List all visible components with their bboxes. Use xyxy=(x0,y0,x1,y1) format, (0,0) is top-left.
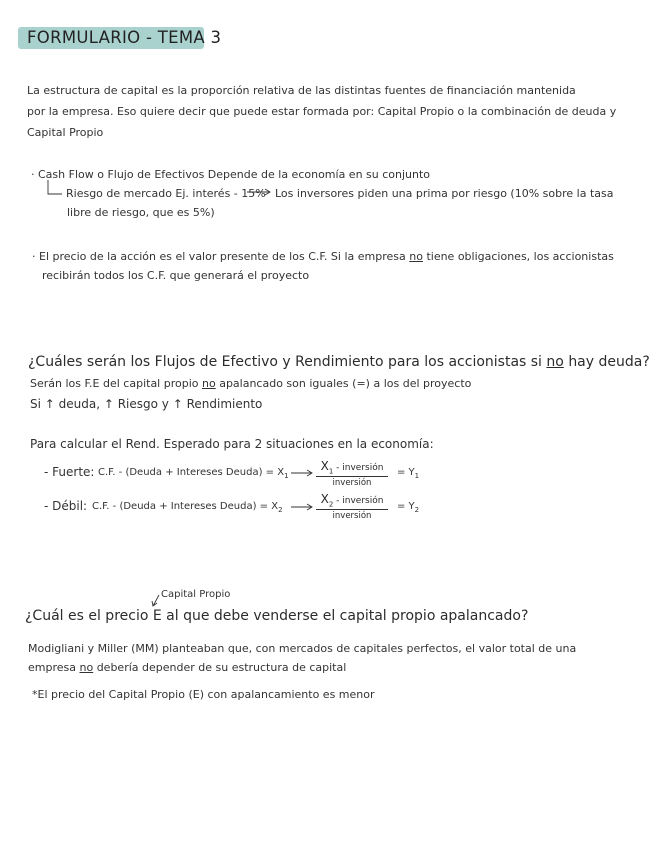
page-title: FORMULARIO - TEMA 3 xyxy=(27,28,222,47)
debil-result: = $Y_2$ xyxy=(397,501,420,514)
equity-note: *El precio del Capital Propio (E) con apalancamiento es menor xyxy=(32,688,375,701)
branch-arrow xyxy=(48,180,62,194)
fuerte-result: = $Y_1$ xyxy=(397,467,420,480)
risk-line: Riesgo de mercado Ej. interés - 15% xyxy=(66,187,266,200)
question-equity-price: ¿Cuál es el precio E al que debe venderse el capital propio apalancado? xyxy=(25,608,529,624)
debt-risk-line: Si ↑ deuda, ↑ Riesgo y ↑ Rendimiento xyxy=(30,397,263,411)
mm-line-1: Modigliani y Miller (MM) planteaban que, con mercados de capitales perfectos, el valor total de una xyxy=(28,642,577,655)
capital-propio-annotation: Capital Propio xyxy=(161,589,231,600)
debil-fraction: $X_2$ - inversión inversión xyxy=(316,492,388,521)
question-cashflow: ¿Cuáles serán los Flujos de Efectivo y Rendimiento para los accionistas si no hay deuda? xyxy=(28,354,650,370)
fuerte-formula: C.F. - (Deuda + Intereses Deuda) = $X_1$ xyxy=(98,467,289,480)
intro-line-3: Capital Propio xyxy=(27,126,104,139)
mm-line-2: empresa no debería depender de su estructura de capital xyxy=(28,661,347,674)
debil-arrow xyxy=(291,504,312,510)
risk-free-line: libre de riesgo, que es 5%) xyxy=(67,206,215,219)
intro-line-2: por la empresa. Eso quiere decir que puede estar formada por: Capital Propio o la combinación de deuda y xyxy=(27,105,617,118)
debil-formula: C.F. - (Deuda + Intereses Deuda) = $X_2$ xyxy=(92,501,283,514)
debil-label: - Débil: xyxy=(44,499,88,513)
risk-arrow xyxy=(247,189,270,195)
price-line: · El precio de la acción es el valor presente de los C.F. Si la empresa no tiene obligaciones, los accionistas xyxy=(32,250,614,263)
intro-line-1: La estructura de capital es la proporción relativa de las distintas fuentes de financiación mantenida xyxy=(27,84,576,97)
fuerte-arrow xyxy=(291,470,312,476)
answer-cashflow: Serán los F.E del capital propio no apalancado son iguales (=) a los del proyecto xyxy=(30,377,472,390)
annotation-arrow xyxy=(152,595,159,606)
price-line-2: recibirán todos los C.F. que generará el proyecto xyxy=(42,269,310,282)
cashflow-line: · Cash Flow o Flujo de Efectivos Depende de la economía en su conjunto xyxy=(31,168,431,181)
risk-premium-line: Los inversores piden una prima por riesgo (10% sobre la tasa xyxy=(275,187,614,200)
fuerte-fraction: $X_1$ - inversión inversión xyxy=(316,459,388,488)
fuerte-label: - Fuerte: xyxy=(44,465,95,479)
calc-heading: Para calcular el Rend. Esperado para 2 situaciones en la economía: xyxy=(30,437,434,451)
